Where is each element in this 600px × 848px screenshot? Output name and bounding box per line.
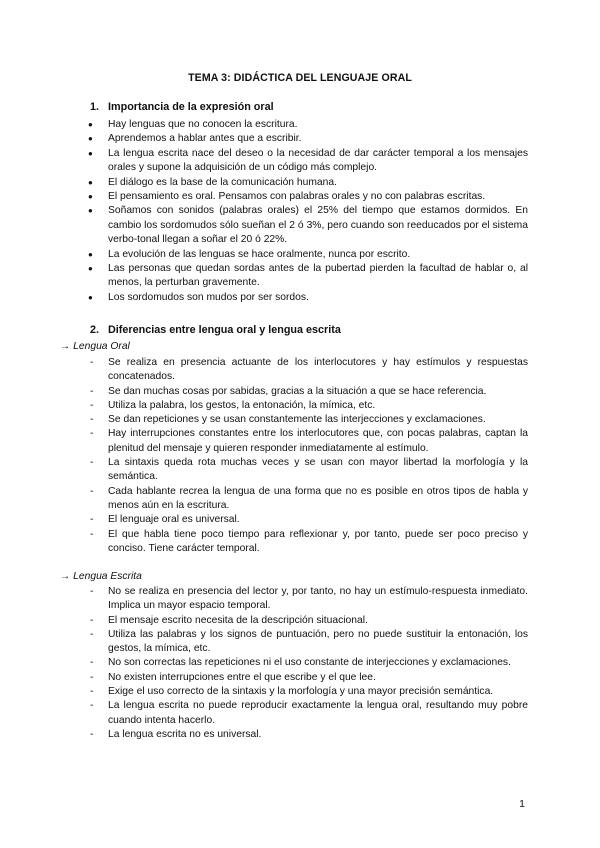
section-1-heading bbox=[90, 101, 274, 113]
list-item: ● Las personas que quedan sordas antes de la pubertad pierden la facultad de hablar o, al menos, la perturban gravemente. bbox=[88, 262, 528, 291]
list-item: - Se dan muchas cosas por sabidas, gracias a la situación a que se hace referencia. bbox=[90, 385, 528, 399]
section-1-list bbox=[88, 118, 528, 305]
list-item: ● El diálogo es la base de la comunicación humana. bbox=[88, 176, 528, 190]
list-item: - No se realiza en presencia del lector y, por tanto, no hay un estímulo-respuesta inmediato. Implica un mayor espacio temporal. bbox=[90, 585, 528, 614]
lengua-oral-list bbox=[90, 356, 528, 556]
list-item: ● Aprendemos a hablar antes que a escribir. bbox=[88, 132, 528, 146]
section-2-heading-text: Diferencias entre lengua oral y lengua escrita bbox=[108, 324, 341, 336]
list-item: - Exige el uso correcto de la sintaxis y la morfología y una mayor precisión semántica. bbox=[90, 685, 528, 699]
list-item: - El que habla tiene poco tiempo para reflexionar y, por tanto, puede ser poco preciso y conciso. Tiene carácter temporal. bbox=[90, 528, 528, 557]
list-item: - El mensaje escrito necesita de la descripción situacional. bbox=[90, 614, 528, 628]
lengua-escrita-label: → Lengua Escrita bbox=[60, 571, 142, 582]
page-number: 1 bbox=[519, 798, 525, 810]
list-item: - Hay interrupciones constantes entre los interlocutores que, con pocas palabras, captan la plenitud del mensaje y quieren responder inmediatamente al estímulo. bbox=[90, 427, 528, 456]
section-2-heading bbox=[90, 324, 341, 336]
list-item: - El lenguaje oral es universal. bbox=[90, 513, 528, 527]
list-item: - Utiliza la palabra, los gestos, la entonación, la mímica, etc. bbox=[90, 399, 528, 413]
list-item: - La lengua escrita no puede reproducir exactamente la lengua oral, resultando muy pobre cuando intenta hacerlo. bbox=[90, 699, 528, 728]
list-item: ● El pensamiento es oral. Pensamos con palabras orales y no con palabras escritas. bbox=[88, 190, 528, 204]
document-title: TEMA 3: DIDÁCTICA DEL LENGUAJE ORAL bbox=[188, 72, 412, 84]
list-item: - No son correctas las repeticiones ni el uso constante de interjecciones y exclamaciones. bbox=[90, 656, 528, 670]
section-1-number: 1. bbox=[90, 101, 100, 113]
list-item: ● Hay lenguas que no conocen la escritura. bbox=[88, 118, 528, 132]
lengua-oral-label: → Lengua Oral bbox=[60, 341, 130, 352]
lengua-escrita-list bbox=[90, 585, 528, 742]
list-item: - La sintaxis queda rota muchas veces y se usan con mayor libertad la morfología y la semántica. bbox=[90, 456, 528, 485]
list-item: - Se realiza en presencia actuante de los interlocutores y hay estímulos y respuestas concatenados. bbox=[90, 356, 528, 385]
list-item: - Cada hablante recrea la lengua de una forma que no es posible en otros tipos de habla y menos aún en la escritura. bbox=[90, 485, 528, 514]
list-item: ● Soñamos con sonidos (palabras orales) el 25% del tiempo que estamos dormidos. En cambio los sordomudos sólo sueñan el 2 ó 3%, pero cuando son reeducados por el sistema verbo-tonal llegan a soñar el 20 ó 22%. bbox=[88, 204, 528, 247]
list-item: - Utiliza las palabras y los signos de puntuación, pero no puede sustituir la entonación, los gestos, la mímica, etc. bbox=[90, 628, 528, 657]
list-item: - No existen interrupciones entre el que escribe y el que lee. bbox=[90, 671, 528, 685]
list-item: - La lengua escrita no es universal. bbox=[90, 728, 528, 742]
list-item: ● La evolución de las lenguas se hace oralmente, nunca por escrito. bbox=[88, 248, 528, 262]
list-item: ● La lengua escrita nace del deseo o la necesidad de dar carácter temporal a los mensajes orales y supone la adquisición de un código más complejo. bbox=[88, 147, 528, 176]
list-item: - Se dan repeticiones y se usan constantemente las interjecciones y exclamaciones. bbox=[90, 413, 528, 427]
section-1-heading-text: Importancia de la expresión oral bbox=[108, 101, 274, 113]
list-item: ● Los sordomudos son mudos por ser sordos. bbox=[88, 291, 528, 305]
section-2-number: 2. bbox=[90, 324, 100, 336]
